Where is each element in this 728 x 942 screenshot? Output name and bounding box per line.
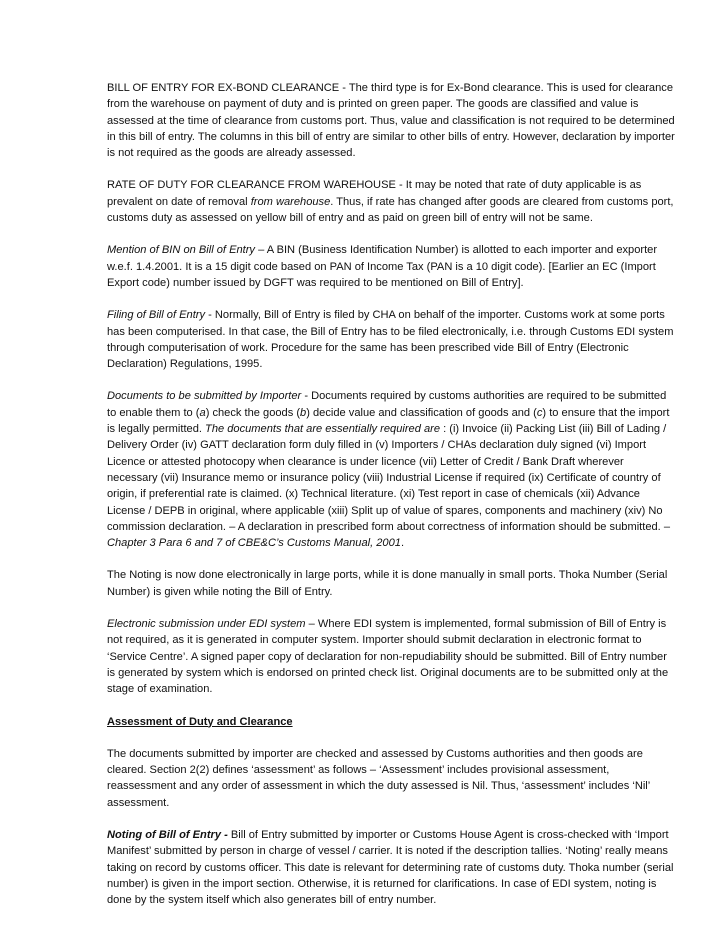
paragraph-lead: Filing of Bill of Entry (107, 309, 206, 322)
paragraph-text: – A BIN (Business Identification Number) is allotted to each importer and exporter w.e.f. 1.4.2001. It is a 15 digit code based on PAN of Income Tax (PAN is a 10 digit code). [Earlier an EC (Import Export code) number issued by DGFT was required to be mentioned on Bill of Entry]. (107, 244, 658, 289)
list-letter: b (300, 406, 307, 419)
list-letter: a (199, 406, 206, 419)
paragraph-text: The documents submitted by importer are checked and assessed by Customs authorities and then goods are cleared. Section 2(2) defines ‘assessment’ as follows – ‘Assessment’ includes provisional assessment, reassessment and any order of assessment in which the duty assessed is Nil. Thus, ‘assessment’ includes ‘Nil’ assessment. (107, 747, 650, 809)
paragraph-noting-of-bill (107, 827, 677, 908)
paragraph-filing-bill-of-entry (107, 307, 677, 372)
paragraph-text: RATE OF DUTY FOR CLEARANCE FROM WAREHOUSE - It may be noted that rate of duty applicable is as prevalent on date of removal (107, 179, 642, 208)
paragraph-noting-electronic (107, 567, 677, 600)
paragraph-documents-required (107, 388, 677, 551)
paragraph-text: – Where EDI system is implemented, formal submission of Bill of Entry is not required, as it is generated in computer system. Importer should submit declaration in electronic format to ‘Service Centre’. A signed paper copy of declaration for non-repudiability should be submitted. Bill of Entry number is generated by system which is endorsed on printed check list. Original documents are to be submitted only at the stage of examination. (107, 618, 669, 696)
paragraph-text: The Noting is now done electronically in large ports, while it is done manually in small ports. Thoka Number (Serial Number) is given while noting the Bill of Entry. (107, 569, 668, 598)
section-heading: Assessment of Duty and Clearance (107, 715, 293, 728)
paragraph-text: - Documents required by customs authorities are required to be submitted to enable them to ( (107, 390, 667, 419)
paragraph-edi-submission (107, 616, 677, 697)
paragraph-assessment (107, 746, 677, 811)
paragraph-text: . Thus, if rate has changed after goods are cleared from customs port, customs duty as assessed on yellow bill of entry and as paid on green bill of entry will not be same. (107, 195, 674, 225)
paragraph-text: BILL OF ENTRY FOR EX-BOND CLEARANCE - The third type is for Ex-Bond clearance. This is used for clearance from the warehouse on payment of duty and is printed on green paper. The goods are classified and value is assessed at the time of clearance from customs port. Thus, value and classification is not required to be determined in this bill of entry. The columns in this bill of entry are similar to other bills of entry. However, declaration by importer is not required as the goods are already assessed. (107, 82, 675, 160)
italic-text: from warehouse (250, 195, 331, 208)
paragraph-lead: Noting of Bill of Entry - (107, 828, 228, 841)
paragraph-text: Bill of Entry submitted by importer or Customs House Agent is cross-checked with ‘Import Manifest’ submitted by person in charge of vessel / carrier. It is noted if the description tallies. ‘Noting’ really means taking on record by customs officer. This date is relevant for determining rate of customs duty. Thoka number (serial number) is given in the import section. Otherwise, it is returned for clarifications. In case of EDI system, noting is done by the system itself which also generates bill of entry number. (107, 828, 674, 907)
paragraph-bin-mention (107, 242, 677, 291)
paragraph-rate-of-duty (107, 177, 677, 226)
paragraph-text: : (i) Invoice (ii) Packing List (iii) Bill of Lading / Delivery Order (iv) GATT declaration form duly filled in (v) Importers / CHAs declaration duly signed (vi) Import Licence or attested photocopy when clearance is under licence (vii) Letter of Credit / Bank Draft wherever necessary (vii) Insurance memo or insurance policy (viii) Industrial License if required (ix) Certificate of country of origin, if preferential rate is claimed. (x) Technical literature. (xi) Test report in case of chemicals (xii) Advance License / DEPB in original, where applicable (xiii) Split up of value of spares, components and machinery (xiv) No commission declaration. – A declaration in prescribed form about correctness of information should be submitted. – (107, 423, 670, 533)
paragraph-text: ) check the goods ( (205, 406, 301, 419)
list-letter: c (536, 406, 543, 419)
paragraph-lead: Electronic submission under EDI system (107, 618, 306, 631)
paragraph-text: - Normally, Bill of Entry is filed by CHA on behalf of the importer. Customs work at some ports has been computerised. In that case, the Bill of Entry has to be filed electronically, i.e. through Customs EDI system through computerisation of work. Procedure for the same has been prescribed vide Bill of Entry (Electronic Declaration) Regulations, 1995. (107, 309, 674, 371)
paragraph-lead: Mention of BIN on Bill of Entry (107, 244, 255, 257)
paragraph-lead: Documents to be submitted by Importer (107, 390, 302, 403)
paragraph-ex-bond-clearance (107, 80, 677, 161)
document-page (107, 80, 677, 924)
italic-text: The documents that are essentially required are (205, 423, 440, 436)
paragraph-text: ) to ensure that the import is legally permitted. (107, 406, 670, 436)
paragraph-text: . (400, 537, 405, 550)
paragraph-text: ) decide value and classification of goods and ( (306, 406, 537, 419)
citation-text: Chapter 3 Para 6 and 7 of CBE&C’s Customs Manual, 2001 (107, 537, 401, 550)
